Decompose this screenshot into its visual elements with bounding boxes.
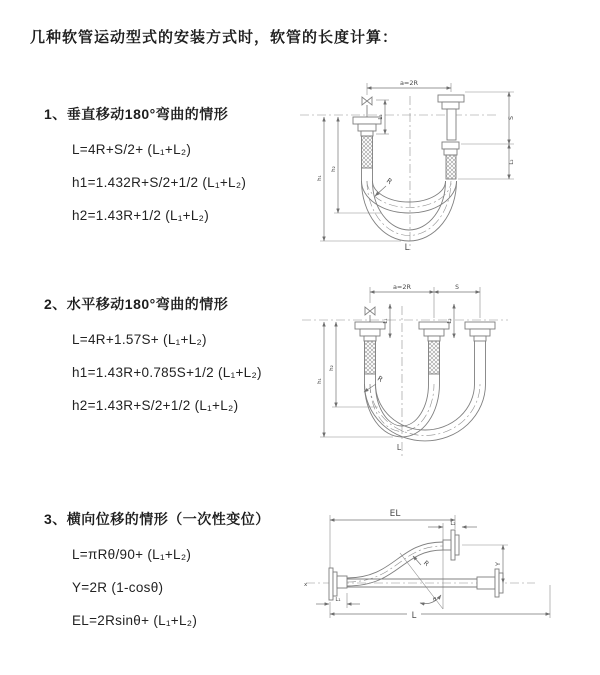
dim-label-h2: h₂ <box>329 365 335 371</box>
dim-label-h1: h₁ <box>317 378 323 384</box>
displaced-end-flange <box>443 530 459 560</box>
dim-label-l2: L₂ <box>509 159 515 165</box>
diagram-vertical-bend <box>296 74 586 258</box>
right-hose-fitting-positions <box>438 95 464 179</box>
section-1-heading: 1、垂直移动180°弯曲的情形 <box>44 106 229 122</box>
formula-line: Y=2R (1-cosθ) <box>72 580 164 595</box>
dim-label-l1: L₁ <box>378 114 384 120</box>
dim-label-l1: L₁ <box>383 318 389 324</box>
diagram-horizontal-bend <box>298 276 590 464</box>
formula-line: EL=2Rsinθ+ (L₁+L₂) <box>72 613 198 628</box>
diagram-lateral-displacement <box>300 503 598 635</box>
length-label: L <box>396 443 402 452</box>
formula-line: L=πRθ/90+ (L₁+L₂) <box>72 547 192 562</box>
length-label: L <box>404 243 410 253</box>
fixed-end-flange <box>329 568 347 600</box>
radius-label: R <box>421 558 431 568</box>
formula-line: h1=1.432R+S/2+1/2 (L₁+L₂) <box>72 175 247 190</box>
dim-label-s: S <box>508 116 515 120</box>
formula-line: L=4R+S/2+ (L₁+L₂) <box>72 142 192 157</box>
angle-construction <box>400 553 443 609</box>
dim-label-a2r: a=2R <box>399 79 419 87</box>
left-hose-fitting <box>355 322 385 374</box>
right-hose-fitting <box>465 322 495 341</box>
dim-label-el: EL <box>389 509 401 519</box>
centerline-mark: x <box>304 582 308 588</box>
length-label: L <box>411 611 417 621</box>
page-title: 几种软管运动型式的安装方式时，软管的长度计算： <box>30 29 399 46</box>
valve-icon <box>362 97 372 117</box>
radius-leader <box>413 556 421 565</box>
dim-label-l1: L₁ <box>335 597 341 603</box>
middle-hose-fitting <box>419 322 449 374</box>
formula-line: L=4R+1.57S+ (L₁+L₂) <box>72 332 207 347</box>
hose-u-bend-positions <box>365 341 486 441</box>
dim-label-l2: L₂ <box>450 521 456 527</box>
section-lateral-displacement <box>44 509 344 628</box>
dim-label-a2r: a=2R <box>392 283 412 291</box>
dim-label-s: S <box>455 284 459 291</box>
angle-label: θ <box>433 597 437 603</box>
formula-line: h2=1.43R+1/2 (L₁+L₂) <box>72 208 210 223</box>
dim-label-y: Y <box>494 562 502 566</box>
section-2-heading: 2、水平移动180°弯曲的情形 <box>44 296 229 312</box>
hose-u-bend <box>362 168 457 241</box>
formula-line: h2=1.43R+S/2+1/2 (L₁+L₂) <box>72 398 239 413</box>
dim-label-h1: h₁ <box>317 175 323 181</box>
radius-label: R <box>375 374 385 384</box>
dim-label-h2: h₂ <box>331 166 337 172</box>
left-hose-fitting <box>353 117 381 168</box>
formula-line: h1=1.43R+0.785S+1/2 (L₁+L₂) <box>72 365 262 380</box>
radius-label: R <box>384 176 394 187</box>
section-3-heading: 3、横向位移的情形（一次性变位） <box>44 511 270 527</box>
dim-label-l2: L₂ <box>447 318 453 324</box>
